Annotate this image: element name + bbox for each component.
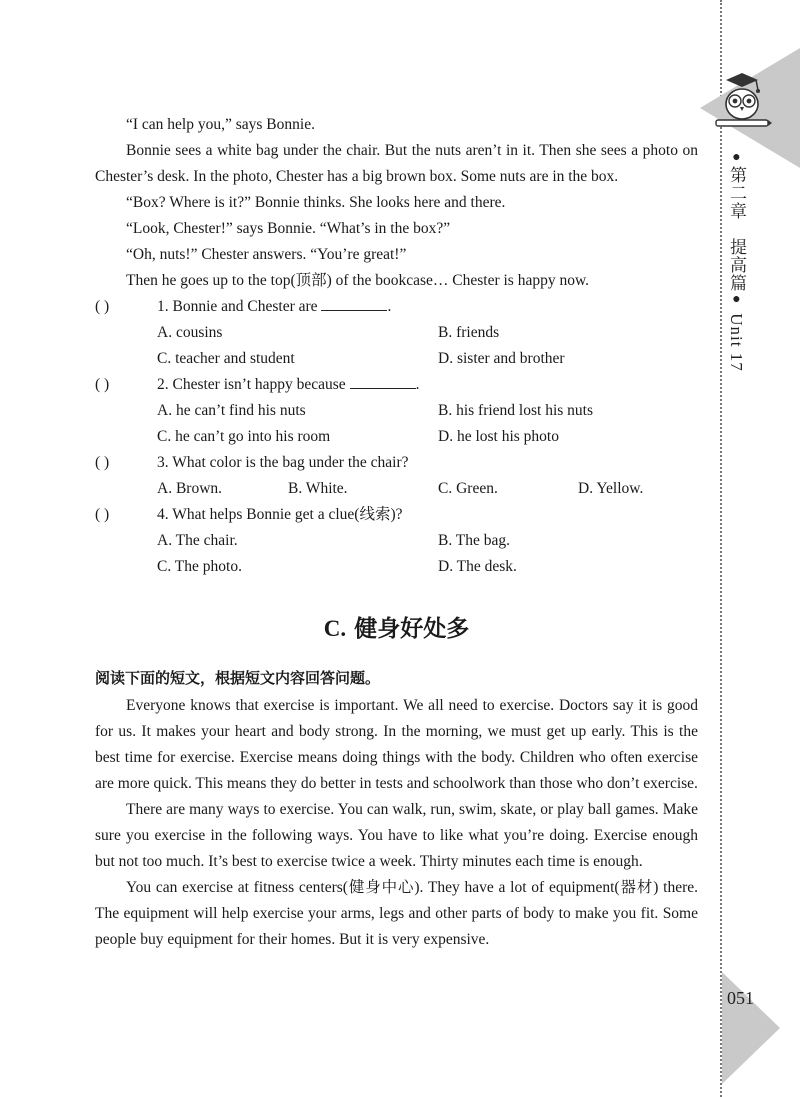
option-a: A. cousins xyxy=(157,324,223,341)
section-heading: 健身好处多 xyxy=(354,616,470,642)
option-a: A. The chair. xyxy=(157,532,238,549)
option-c: C. teacher and student xyxy=(157,350,295,367)
question-3 xyxy=(95,450,698,502)
option-b: B. his friend lost his nuts xyxy=(438,402,594,419)
passage-paragraph: Everyone knows that exercise is important. We all need to exercise. Doctors say it is good for us. It makes your heart and body strong. In the morning, we must get up early. This is the best time for exercise. Exercise means doing things with the body. Children who often exercise are more quick. This means they do better in tests and schoolwork than those who don’t exercise. xyxy=(95,697,698,792)
chapter-label: 第二章 xyxy=(727,166,746,220)
story-paragraph: “Look, Chester!” says Bonnie. “What’s in the box?” xyxy=(126,220,451,237)
story-paragraph: “Box? Where is it?” Bonnie thinks. She looks here and there. xyxy=(126,194,506,211)
answer-bracket[interactable]: ( ) xyxy=(95,376,110,393)
answer-blank[interactable] xyxy=(321,296,387,311)
option-c: C. he can’t go into his room xyxy=(157,428,331,445)
answer-bracket[interactable]: ( ) xyxy=(95,506,110,523)
question-1: ( ) 1. Bonnie and Chester are . A. cousins B. friends C. teacher and student D. sister and brother xyxy=(95,294,698,372)
question-4 xyxy=(95,502,698,580)
option-b: B. friends xyxy=(438,324,500,341)
option-a: A. Brown. xyxy=(157,480,223,497)
story-paragraph: “I can help you,” says Bonnie. xyxy=(126,116,315,133)
question-stem: 2. Chester isn’t happy because xyxy=(157,376,346,393)
answer-blank[interactable] xyxy=(350,374,416,389)
question-stem: 3. What color is the bag under the chair? xyxy=(157,454,409,471)
story-paragraph: “Oh, nuts!” Chester answers. “You’re great!” xyxy=(126,246,407,263)
passage-paragraph: There are many ways to exercise. You can walk, run, swim, skate, or play ball games. Make sure you exercise in the following ways. You have to like what you’re doing. Exercise enough but not too much. It’s best to exercise twice a week. Thirty minutes each time is enough. xyxy=(95,801,698,870)
option-b: B. White. xyxy=(288,480,348,497)
answer-bracket[interactable]: ( ) xyxy=(95,454,110,471)
option-c: C. Green. xyxy=(438,480,498,497)
option-d: D. The desk. xyxy=(438,558,517,575)
story-paragraph: Bonnie sees a white bag under the chair. But the nuts aren’t in it. Then she sees a photo on Chester’s desk. In the photo, Chester has a big brown box. Some nuts are in the box. xyxy=(95,142,698,185)
option-b: B. The bag. xyxy=(438,532,511,549)
answer-bracket[interactable]: ( ) xyxy=(95,298,110,315)
story-paragraph: Then he goes up to the top(顶部) of the bookcase… Chester is happy now. xyxy=(126,272,590,289)
unit-label: Unit 17 xyxy=(727,313,746,372)
option-a: A. he can’t find his nuts xyxy=(157,402,306,419)
chapter-side-label: ●第二章 提高篇● Unit 17 xyxy=(727,150,746,372)
option-c: C. The photo. xyxy=(157,558,242,575)
page-number: 051 xyxy=(727,988,754,1008)
owl-mascot-icon xyxy=(712,70,772,132)
question-2: ( ) 2. Chester isn’t happy because . A. he can’t find his nuts B. his friend lost his nuts C. he can’t go into his room D. he lost his photo xyxy=(95,372,698,450)
option-d: D. Yellow. xyxy=(578,480,644,497)
question-stem: 1. Bonnie and Chester are xyxy=(157,298,318,315)
section-letter: C. xyxy=(323,616,347,641)
instruction: 阅读下面的短文，根据短文内容回答问题。 xyxy=(95,669,381,687)
option-d: D. he lost his photo xyxy=(438,428,559,445)
option-d: D. sister and brother xyxy=(438,350,565,367)
level-label: 提高篇 xyxy=(727,238,746,292)
passage-paragraph: You can exercise at fitness centers(健身中心). They have a lot of equipment(器材) there. The equipment will help exercise your arms, legs and other parts of body to make you fit. Some people buy equipment for their homes. But it is very expensive. xyxy=(95,879,698,948)
main-content xyxy=(95,112,698,953)
question-stem: 4. What helps Bonnie get a clue(线索)? xyxy=(157,506,403,523)
section-c-title xyxy=(95,610,698,643)
